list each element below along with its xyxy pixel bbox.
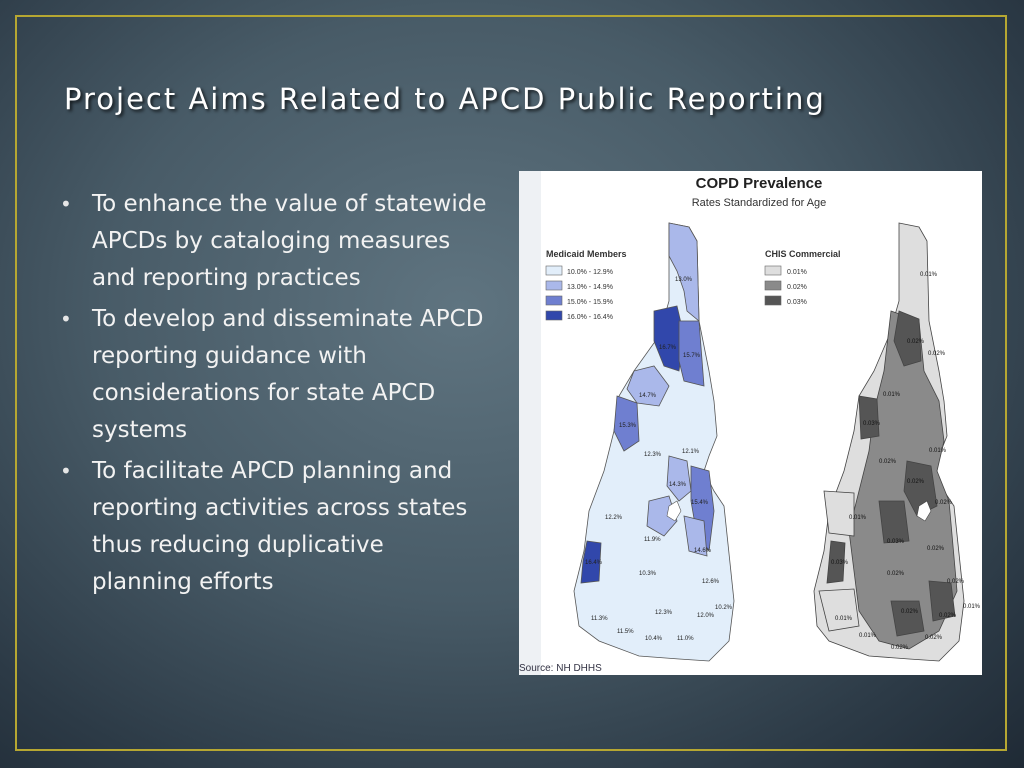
copd-map-svg xyxy=(519,171,982,675)
legend-label: 0.02% xyxy=(787,284,807,291)
bullet-item xyxy=(58,301,488,449)
region-label: 10.4% xyxy=(645,636,663,642)
region-label: 0.02% xyxy=(907,479,925,485)
map-subtitle: Rates Standardized for Age xyxy=(691,197,827,209)
copd-map-image xyxy=(519,171,982,675)
region-label: 11.9% xyxy=(644,537,661,543)
legend-label: 16.0% - 16.4% xyxy=(567,314,613,321)
region-label: 0.01% xyxy=(859,633,877,639)
region-label: 0.02% xyxy=(887,571,905,577)
region-label: 14.7% xyxy=(639,393,657,399)
map-source: Source: NH DHHS xyxy=(519,663,602,674)
map-region xyxy=(824,491,854,536)
region-label: 12.3% xyxy=(655,610,673,616)
medicaid-legend xyxy=(546,266,613,321)
region-label: 10.2% xyxy=(715,605,733,611)
region-label: 15.3% xyxy=(619,423,637,429)
region-label: 0.01% xyxy=(963,604,981,610)
region-label: 0.01% xyxy=(883,392,901,398)
bullet-dot-icon: • xyxy=(60,459,72,483)
region-label: 0.02% xyxy=(928,351,946,357)
image-edge-strip xyxy=(519,171,541,675)
legend-label: 10.0% - 12.9% xyxy=(567,269,613,276)
map-region xyxy=(859,396,879,439)
region-label: 0.03% xyxy=(887,539,905,545)
chis-legend-title: CHIS Commercial xyxy=(765,249,841,259)
legend-swatch xyxy=(765,266,781,275)
legend-label: 13.0% - 14.9% xyxy=(567,284,613,291)
bullet-item xyxy=(58,186,488,297)
map-region xyxy=(879,501,909,543)
region-label: 0.02% xyxy=(925,635,943,641)
legend-label: 0.03% xyxy=(787,299,807,306)
region-label: 12.3% xyxy=(644,452,662,458)
region-label: 13.0% xyxy=(675,277,693,283)
bullet-item xyxy=(58,453,488,601)
region-label: 15.4% xyxy=(691,500,709,506)
legend-swatch xyxy=(546,311,562,320)
bullet-dot-icon: • xyxy=(60,192,72,216)
region-label: 14.6% xyxy=(694,548,712,554)
region-label: 0.02% xyxy=(927,546,945,552)
region-label: 0.02% xyxy=(935,500,953,506)
bullet-text: To facilitate APCD planning and reporting activities across states thus reducing duplicative planning efforts xyxy=(92,458,468,595)
region-label: 11.3% xyxy=(591,616,608,622)
region-label: 0.01% xyxy=(835,616,853,622)
bullet-dot-icon: • xyxy=(60,307,72,331)
legend-swatch xyxy=(546,266,562,275)
chis-state-map xyxy=(814,223,964,661)
region-label: 0.02% xyxy=(891,645,909,651)
region-label: 0.02% xyxy=(947,579,965,585)
region-label: 15.7% xyxy=(683,353,701,359)
region-label: 0.03% xyxy=(831,560,849,566)
legend-label: 15.0% - 15.9% xyxy=(567,299,613,306)
region-label: 0.03% xyxy=(863,421,881,427)
region-label: 0.02% xyxy=(939,613,957,619)
region-label: 0.02% xyxy=(879,459,897,465)
bullet-list xyxy=(58,186,488,605)
region-label: 0.01% xyxy=(849,515,867,521)
region-label: 0.01% xyxy=(920,272,938,278)
legend-swatch xyxy=(546,296,562,305)
bullet-text: To enhance the value of statewide APCDs by cataloging measures and reporting practices xyxy=(92,191,487,291)
map-region xyxy=(891,601,924,636)
region-label: 10.3% xyxy=(639,571,657,577)
region-label: 0.01% xyxy=(929,448,947,454)
region-label: 11.0% xyxy=(677,636,694,642)
region-label: 0.02% xyxy=(907,339,925,345)
region-label: 16.4% xyxy=(585,560,603,566)
region-label: 12.6% xyxy=(702,579,720,585)
region-label: 16.7% xyxy=(659,345,677,351)
map-title: COPD Prevalence xyxy=(695,175,823,192)
region-label: 0.02% xyxy=(901,609,919,615)
region-label: 12.1% xyxy=(682,449,700,455)
legend-label: 0.01% xyxy=(787,269,807,276)
region-label: 12.2% xyxy=(605,515,623,521)
slide-title: Project Aims Related to APCD Public Reporting xyxy=(64,82,826,116)
legend-swatch xyxy=(546,281,562,290)
bullet-text: To develop and disseminate APCD reporting guidance with considerations for state APCD systems xyxy=(92,306,484,443)
region-label: 14.3% xyxy=(669,482,687,488)
region-label: 11.5% xyxy=(617,629,634,635)
chis-legend xyxy=(765,266,807,306)
region-label: 12.0% xyxy=(697,613,715,619)
medicaid-legend-title: Medicaid Members xyxy=(546,249,627,259)
legend-swatch xyxy=(765,296,781,305)
legend-swatch xyxy=(765,281,781,290)
